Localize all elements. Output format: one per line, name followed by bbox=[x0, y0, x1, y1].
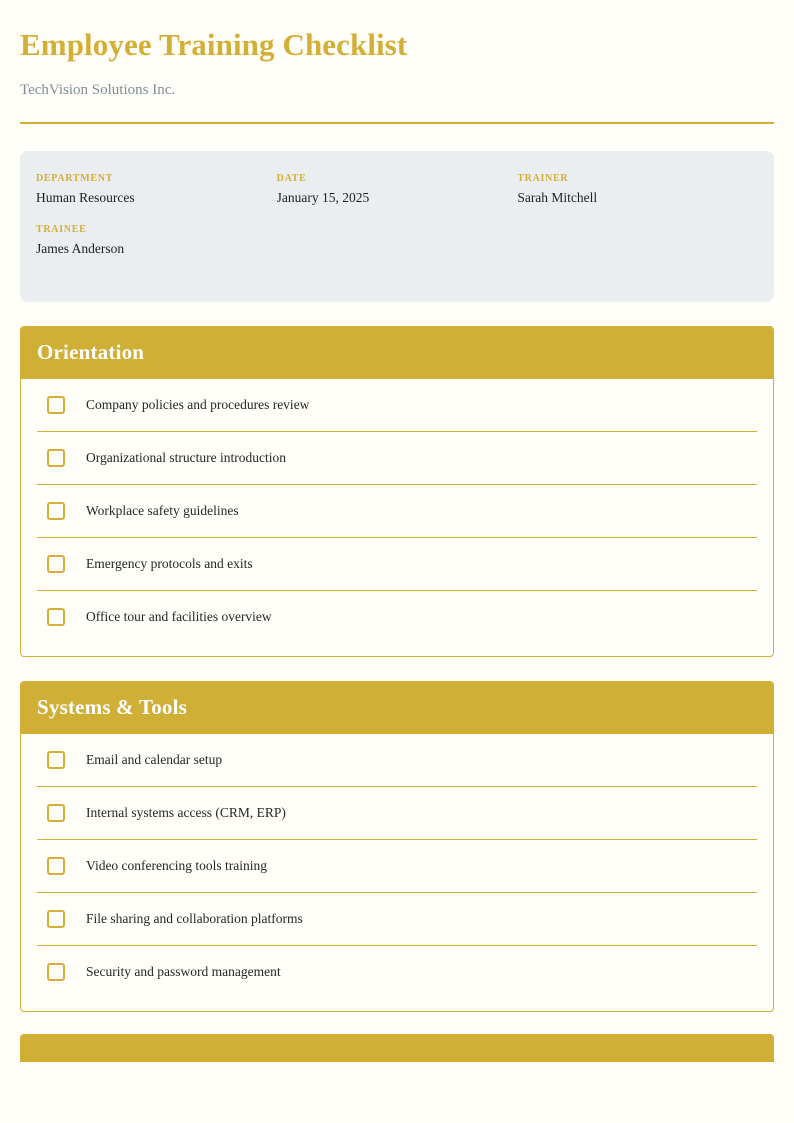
checklist-item[interactable] bbox=[37, 485, 757, 538]
checklist-item[interactable] bbox=[37, 734, 757, 787]
checkbox-icon[interactable] bbox=[47, 963, 65, 981]
checklist-item-label: Organizational structure introduction bbox=[86, 449, 286, 465]
checklist-item[interactable] bbox=[37, 538, 757, 591]
checklist-section-systems-tools bbox=[20, 681, 774, 1012]
checklist-section-next bbox=[20, 1034, 774, 1062]
checklist-item-label: Emergency protocols and exits bbox=[86, 555, 253, 571]
section-header-next bbox=[21, 1035, 773, 1062]
meta-label-department: DEPARTMENT bbox=[36, 172, 114, 184]
checklist-item[interactable] bbox=[37, 946, 757, 1011]
checklist-item-label: Security and password management bbox=[86, 963, 281, 979]
checklist-item[interactable] bbox=[37, 379, 757, 432]
checklist-item-label: Office tour and facilities overview bbox=[86, 608, 272, 624]
checkbox-icon[interactable] bbox=[47, 449, 65, 467]
section-title: Systems & Tools bbox=[37, 695, 188, 720]
meta-field-trainee bbox=[36, 224, 277, 258]
checkbox-icon[interactable] bbox=[47, 751, 65, 769]
checkbox-icon[interactable] bbox=[47, 857, 65, 875]
checkbox-icon[interactable] bbox=[47, 555, 65, 573]
meta-value-trainer: Sarah Mitchell bbox=[517, 189, 598, 205]
section-header-systems-tools bbox=[21, 682, 773, 734]
section-title: Orientation bbox=[37, 339, 145, 364]
section-header-orientation bbox=[21, 327, 773, 379]
checklist-item[interactable] bbox=[37, 893, 757, 946]
page-title: Employee Training Checklist bbox=[20, 27, 408, 62]
meta-label-trainer: TRAINER bbox=[517, 172, 569, 184]
checklist-item-label: Internal systems access (CRM, ERP) bbox=[86, 804, 286, 820]
checklist-item-label: Email and calendar setup bbox=[86, 751, 223, 767]
checklist-item-label: Company policies and procedures review bbox=[86, 396, 310, 412]
checkbox-icon[interactable] bbox=[47, 910, 65, 928]
checklist-item[interactable] bbox=[37, 787, 757, 840]
document-meta-panel bbox=[20, 151, 774, 302]
checklist-item[interactable] bbox=[37, 432, 757, 485]
checklist-item-label: Workplace safety guidelines bbox=[86, 502, 239, 518]
meta-field-date bbox=[277, 173, 518, 207]
meta-field-department bbox=[36, 173, 277, 207]
meta-value-department: Human Resources bbox=[36, 189, 135, 205]
checklist-item[interactable] bbox=[37, 591, 757, 656]
checklist-item-label: Video conferencing tools training bbox=[86, 857, 268, 873]
header-divider bbox=[20, 122, 774, 124]
checkbox-icon[interactable] bbox=[47, 608, 65, 626]
checklist-item[interactable] bbox=[37, 840, 757, 893]
meta-value-trainee: James Anderson bbox=[36, 241, 125, 257]
checkbox-icon[interactable] bbox=[47, 804, 65, 822]
section-items-orientation bbox=[21, 379, 773, 656]
meta-field-trainer bbox=[517, 173, 758, 207]
meta-label-trainee: TRAINEE bbox=[36, 224, 87, 236]
checkbox-icon[interactable] bbox=[47, 396, 65, 414]
checklist-section-orientation bbox=[20, 326, 774, 657]
checkbox-icon[interactable] bbox=[47, 502, 65, 520]
checklist-item-label: File sharing and collaboration platforms bbox=[86, 910, 303, 926]
meta-label-date: DATE bbox=[276, 172, 307, 184]
company-subtitle: TechVision Solutions Inc. bbox=[20, 81, 176, 98]
meta-value-date: January 15, 2025 bbox=[276, 189, 370, 205]
section-items-systems-tools bbox=[21, 734, 773, 1011]
